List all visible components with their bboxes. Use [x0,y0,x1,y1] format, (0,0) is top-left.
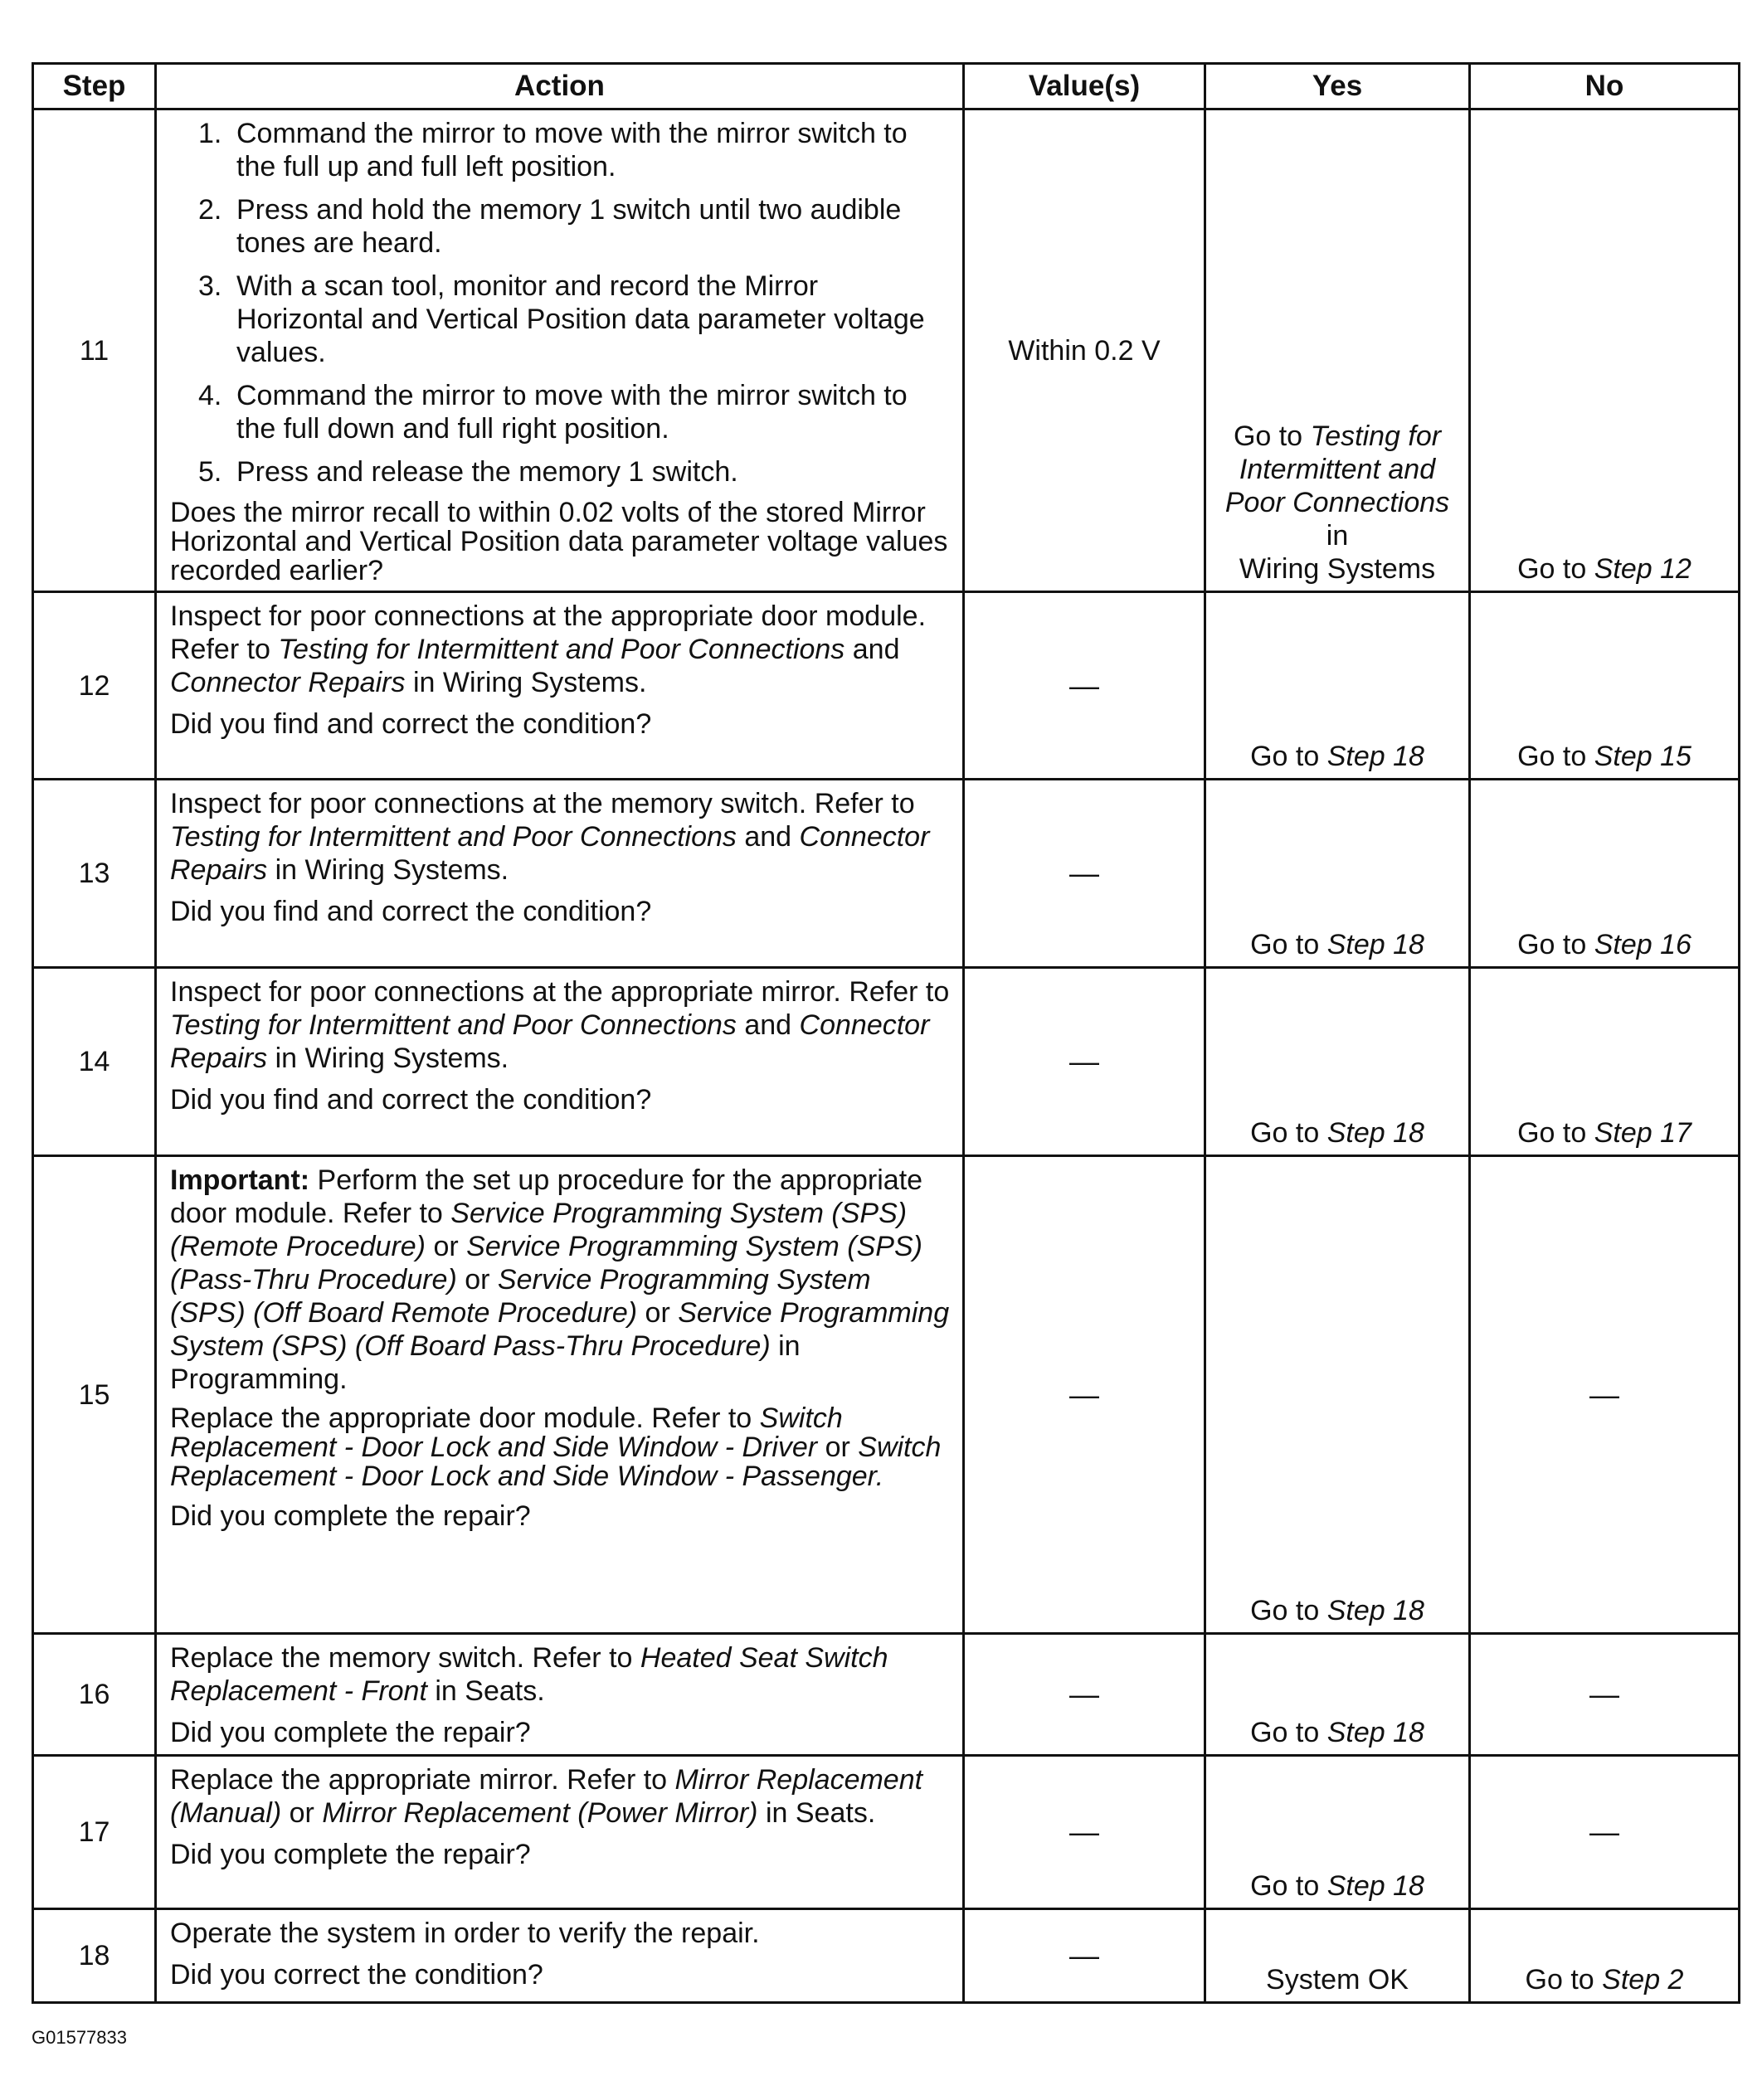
ref-link[interactable]: Heated Seat Switch Replacement - Front [170,1642,888,1707]
action-cell: Replace the memory switch. Refer to Heated Seat Switch Replacement - Front in Seats. Did you complete the repair? [156,1634,964,1756]
yes-cell: Go to Step 18 [1205,1156,1470,1634]
yes-cell: Go to Step 18 [1205,968,1470,1156]
important-label: Important: [170,1164,310,1196]
action-cell: Operate the system in order to verify the repair. Did you correct the condition? [156,1909,964,2003]
yes-cell: Go to Step 18 [1205,780,1470,968]
step-link[interactable]: Step 18 [1326,1117,1424,1149]
yes-cell: System OK [1205,1909,1470,2003]
question-text: Did you complete the repair? [170,1500,531,1532]
no-cell: — [1470,1634,1740,1756]
header-action: Action [156,64,964,109]
ref-link[interactable]: Service Programming System (SPS) (Off Board Remote Procedure) [170,1264,871,1329]
figure-id: G01577833 [32,2027,127,2048]
step-number: 18 [33,1909,156,2003]
value-cell: — [964,1634,1205,1756]
ref-link[interactable]: Switch Replacement - Door Lock and Side Window - Passenger. [170,1432,942,1492]
step-link[interactable]: Step 17 [1594,1117,1691,1149]
question-text: Did you complete the repair? [170,1839,531,1870]
value-cell: — [964,780,1205,968]
ref-link[interactable]: Mirror Replacement (Power Mirror) [322,1797,758,1829]
list-item: 2. Press and hold the memory 1 switch until two audible tones are heard. [198,194,902,259]
value-cell: — [964,592,1205,780]
diagnostic-table [32,62,1740,2004]
ref-link[interactable]: Service Programming System (SPS) (Remote Procedure) [170,1198,908,1262]
list-item: 4. Command the mirror to move with the mirror switch to the full down and full right position. [198,380,908,445]
value-cell: Within 0.2 V [964,109,1205,592]
value-cell: — [964,968,1205,1156]
table-row [33,1156,1740,1634]
question-text: Does the mirror recall to within 0.02 volts of the stored Mirror Horizontal and Vertical Position data parameter voltage values recorded earlier? [170,497,948,586]
table-row [33,968,1740,1156]
table-row [33,1756,1740,1909]
list-item: 1. Command the mirror to move with the mirror switch to the full up and full left position. [198,118,908,182]
value-cell: — [964,1156,1205,1634]
step-number: 16 [33,1634,156,1756]
header-yes: Yes [1205,64,1470,109]
header-step: Step [33,64,156,109]
question-text: Did you complete the repair? [170,1717,531,1748]
yes-cell: Go to Testing for Intermittent and Poor Connections in Wiring Systems [1205,109,1470,592]
no-cell: Go to Step 16 [1470,780,1740,968]
header-no: No [1470,64,1740,109]
ref-link[interactable]: Switch Replacement - Door Lock and Side Window - Driver [170,1402,843,1463]
list-item: 3. With a scan tool, monitor and record the Mirror Horizontal and Vertical Position data parameter voltage values. [198,270,925,368]
question-text: Did you find and correct the condition? [170,708,652,740]
table-row [33,780,1740,968]
no-cell: Go to Step 17 [1470,968,1740,1156]
step-link[interactable]: Step 12 [1594,553,1691,585]
step-link[interactable]: Step 18 [1326,741,1424,772]
ref-link[interactable]: Testing for Intermittent and Poor Connections [278,634,845,665]
step-link[interactable]: Step 15 [1594,741,1691,772]
ref-link[interactable]: Connector Repairs [170,667,406,698]
step-link[interactable]: Step 18 [1326,1870,1424,1902]
ref-link[interactable]: Service Programming System (SPS) (Off Board Pass-Thru Procedure) [170,1297,950,1362]
no-cell: Go to Step 12 [1470,109,1740,592]
header-values: Value(s) [964,64,1205,109]
ref-link[interactable]: Testing for Intermittent and Poor Connections [1224,420,1450,518]
ref-link[interactable]: Connector Repairs [170,1009,930,1074]
yes-cell: Go to Step 18 [1205,1634,1470,1756]
ref-link[interactable]: Connector Repairs [170,821,930,886]
step-link[interactable]: Step 2 [1602,1964,1684,1995]
yes-cell: Go to Step 18 [1205,592,1470,780]
value-cell: — [964,1909,1205,2003]
step-number: 14 [33,968,156,1156]
question-text: Did you find and correct the condition? [170,896,652,927]
action-steps [170,117,951,489]
step-number: 15 [33,1156,156,1634]
list-item: 5. Press and release the memory 1 switch. [198,456,738,488]
value-cell: — [964,1756,1205,1909]
action-cell: Inspect for poor connections at the memory switch. Refer to Testing for Intermittent and Poor Connections and Connector Repairs in Wiring Systems. Did you find and correct the condition? [156,780,964,968]
ref-link[interactable]: Testing for Intermittent and Poor Connections [170,1009,737,1041]
step-link[interactable]: Step 18 [1326,1717,1424,1748]
action-cell [156,109,964,592]
table-row [33,592,1740,780]
no-cell: Go to Step 2 [1470,1909,1740,2003]
step-link[interactable]: Step 16 [1594,929,1691,960]
table-row [33,1634,1740,1756]
action-cell: Inspect for poor connections at the appropriate mirror. Refer to Testing for Intermittent and Poor Connections and Connector Repairs in Wiring Systems. Did you find and correct the condition? [156,968,964,1156]
action-cell: Inspect for poor connections at the appropriate door module. Refer to Testing for Intermittent and Poor Connections and Connector Repairs in Wiring Systems. Did you find and correct the condition? [156,592,964,780]
header-row [33,64,1740,109]
no-cell: — [1470,1156,1740,1634]
yes-cell: Go to Step 18 [1205,1756,1470,1909]
step-number: 12 [33,592,156,780]
step-link[interactable]: Step 18 [1326,929,1424,960]
table-row [33,109,1740,592]
action-cell: Replace the appropriate mirror. Refer to Mirror Replacement (Manual) or Mirror Replacement (Power Mirror) in Seats. Did you complete the repair? [156,1756,964,1909]
question-text: Did you find and correct the condition? [170,1084,652,1116]
step-number: 13 [33,780,156,968]
step-link[interactable]: Step 18 [1326,1595,1424,1626]
no-cell: Go to Step 15 [1470,592,1740,780]
ref-link[interactable]: Testing for Intermittent and Poor Connections [170,821,737,853]
step-number: 17 [33,1756,156,1909]
ref-link[interactable]: Service Programming System (SPS) (Pass-Thru Procedure) [170,1231,922,1295]
action-cell: Important: Perform the set up procedure for the appropriate door module. Refer to Service Programming System (SPS) (Remote Procedure) or Service Programming System (SPS) (Pass-Thru Procedure) or Service Programming System (SPS) (Off Board Remote Procedure) or Service Programming System (SPS) (Off Board Pass-Thru Procedure) in Programming. Replace the appropriate door module. Refer to Switch Replacement - Door Lock and Side Window - Driver or Switch Replacement - Door Lock and Side Window - Passenger. Did you complete the repair? [156,1156,964,1634]
no-cell: — [1470,1756,1740,1909]
question-text: Did you correct the condition? [170,1959,543,1991]
step-number: 11 [33,109,156,592]
ref-link[interactable]: Mirror Replacement (Manual) [170,1764,923,1829]
table-row [33,1909,1740,2003]
